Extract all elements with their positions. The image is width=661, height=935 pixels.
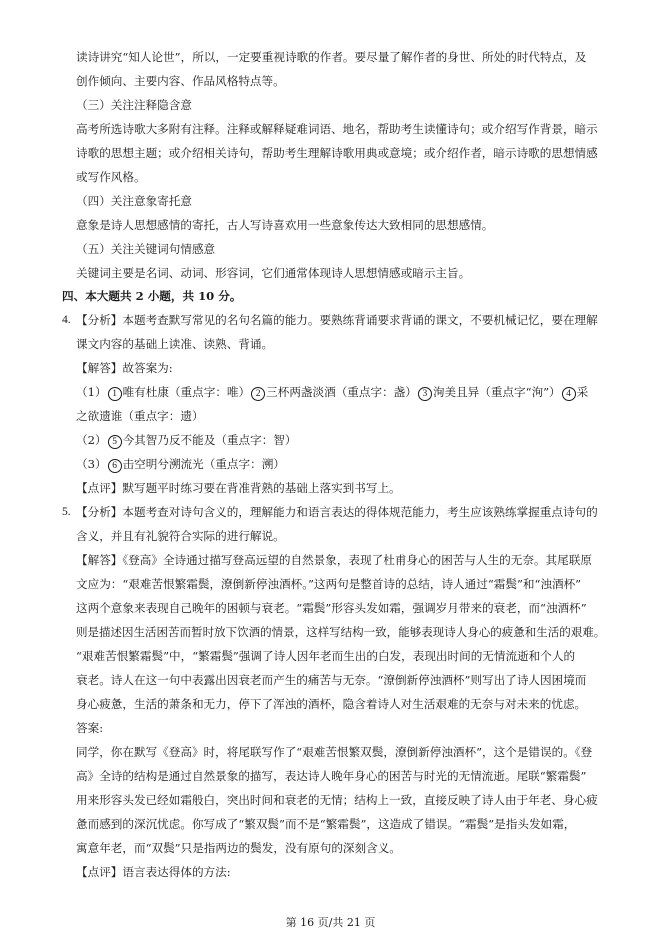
circled-number: 1 xyxy=(108,387,122,401)
answer-text: 击空明兮溯流光（重点字：溯） xyxy=(122,457,285,471)
text-line: 关键词主要是名词、动词、形容词，它们通常体现诗人思想情感或暗示主旨。 xyxy=(76,266,471,280)
answer-text: 唯有杜康（重点字：唯） xyxy=(122,385,251,399)
text-line: 身心疲惫，生活的萧条和无力，停下了浑浊的酒杯，隐含着诗人对生活艰难的无奈与对未来的忧虑。 xyxy=(76,697,587,711)
text-line: 用来形容头发已经如霜般白，突出时间和衰老的无情；结构上一致，直接反映了诗人由于年老、身心疲 xyxy=(76,793,598,807)
section-heading: 四、本大题共 2 小题，共 10 分。 xyxy=(62,289,242,303)
text-line: 【解答】故答案为: xyxy=(76,361,173,375)
answer-index: （1） xyxy=(76,385,107,399)
subheading: （三）关注注释隐含意 xyxy=(76,98,192,112)
subheading: （四）关注意象寄托意 xyxy=(76,194,192,208)
text-line: 或写作风格。 xyxy=(76,170,146,184)
answer-index: （3） xyxy=(76,457,107,471)
text-line: 含义，并且有礼貌符合实际的进行解说。 xyxy=(76,529,285,543)
text-line: 同学，你在默写《登高》时，将尾联写作了“艰难苦恨繁双鬓，潦倒新停浊酒杯”，这个是错误的。《登 xyxy=(76,745,593,759)
text-line: 【点评】语言表达得体的方法: xyxy=(76,865,231,879)
text-line: 高考所选诗歌大多附有注释。注释或解释疑难词语、地名，帮助考生读懂诗句；或介绍写作背景，暗示 xyxy=(76,122,598,136)
circled-number: 2 xyxy=(251,387,265,401)
answer-line xyxy=(76,384,588,400)
text-line: 文应为：“艰难苦恨繁霜鬓，潦倒新停浊酒杯。”这两句是整首诗的总结，诗人通过“霜鬓”和“浊酒杯” xyxy=(76,577,582,591)
text-line: 【分析】本题考查对诗句含义的，理解能力和语言表达的得体规范能力，考生应该熟练掌握重点诗句的 xyxy=(76,505,598,519)
text-line: 诗歌的思想主题；或介绍相关诗句，帮助考生理解诗歌用典或意境；或介绍作者，暗示诗歌的思想情感 xyxy=(76,146,598,160)
question-number: 5. xyxy=(62,505,71,518)
answer-text: 洵美且异（重点字“洵”） xyxy=(432,385,561,399)
answer-text: 采 xyxy=(576,385,589,399)
subheading: （五）关注关键词句情感意 xyxy=(76,242,216,256)
text-line: 这两个意象来表现自己晚年的困顿与衰老。“霜鬓”形容头发如霜，强调岁月带来的衰老，而“浊酒杯” xyxy=(76,601,587,615)
text-line: 衰老。诗人在这一句中表露出因衰老而产生的痛苦与无奈。“潦倒新停浊酒杯”则写出了诗人因困境而 xyxy=(76,673,587,687)
answer-line xyxy=(76,456,285,472)
text-line: 【解答】《登高》全诗通过描写登高远望的自然景象，表现了杜甫身心的困苦与人生的无奈。其尾联原 xyxy=(76,553,592,567)
text-line: 【分析】本题考查默写常见的名句名篇的能力。要熟练背诵要求背诵的课文，不要机械记忆，要在理解 xyxy=(76,313,598,327)
text-line: 高》全诗的结构是通过自然景象的描写，表达诗人晚年身心的困苦与时光的无情流逝。尾联“繁霜鬓” xyxy=(76,769,587,783)
answer-line xyxy=(76,432,297,448)
circled-number: 3 xyxy=(418,387,432,401)
circled-number: 4 xyxy=(562,387,576,401)
page-footer: 第 16 页/共 21 页 xyxy=(285,916,376,929)
answer-text: 三杯两盏淡酒（重点字：盏） xyxy=(266,385,417,399)
question-number: 4. xyxy=(62,313,71,326)
text-line: 则是描述因生活困苦而暂时放下饮酒的情景，这样写结构一致，能够表现诗人身心的疲惫和生活的艰难。 xyxy=(76,625,606,639)
text-line: 意象是诗人思想感情的寄托，古人写诗喜欢用一些意象传达大致相同的思想感情。 xyxy=(76,218,494,232)
text-line: 读诗讲究“知人论世”，所以，一定要重视诗歌的作者。要尽量了解作者的身世、所处的时代特点，及 xyxy=(76,50,587,64)
text-line: 课文内容的基础上读准、读熟、背诵。 xyxy=(76,337,274,351)
circled-number: 5 xyxy=(108,435,122,449)
answer-line: 之欲遗谁（重点字：遗） xyxy=(76,409,204,423)
text-line: 创作倾向、主要内容、作品风格特点等。 xyxy=(76,74,285,88)
answer-text: 今其智乃反不能及（重点字：智） xyxy=(122,433,297,447)
text-line: 【点评】默写题平时练习要在背准背熟的基础上落实到书写上。 xyxy=(76,481,401,495)
text-line: 寓意年老，而“双鬓”只是指两边的鬓发，没有原句的深刻含义。 xyxy=(76,841,401,855)
circled-number: 6 xyxy=(108,459,122,473)
answer-index: （2） xyxy=(76,433,107,447)
text-line: 答案: xyxy=(76,721,104,735)
text-line: 惫而感到的深沉忧虑。你写成了“繁双鬓”而不是“繁霜鬓”，这造成了错误。“霜鬓”是指头发如霜， xyxy=(76,817,576,831)
text-line: “艰难苦恨繁霜鬓”中，“繁霜鬓”强调了诗人因年老而生出的白发，表现出时间的无情流逝和个人的 xyxy=(76,649,576,663)
